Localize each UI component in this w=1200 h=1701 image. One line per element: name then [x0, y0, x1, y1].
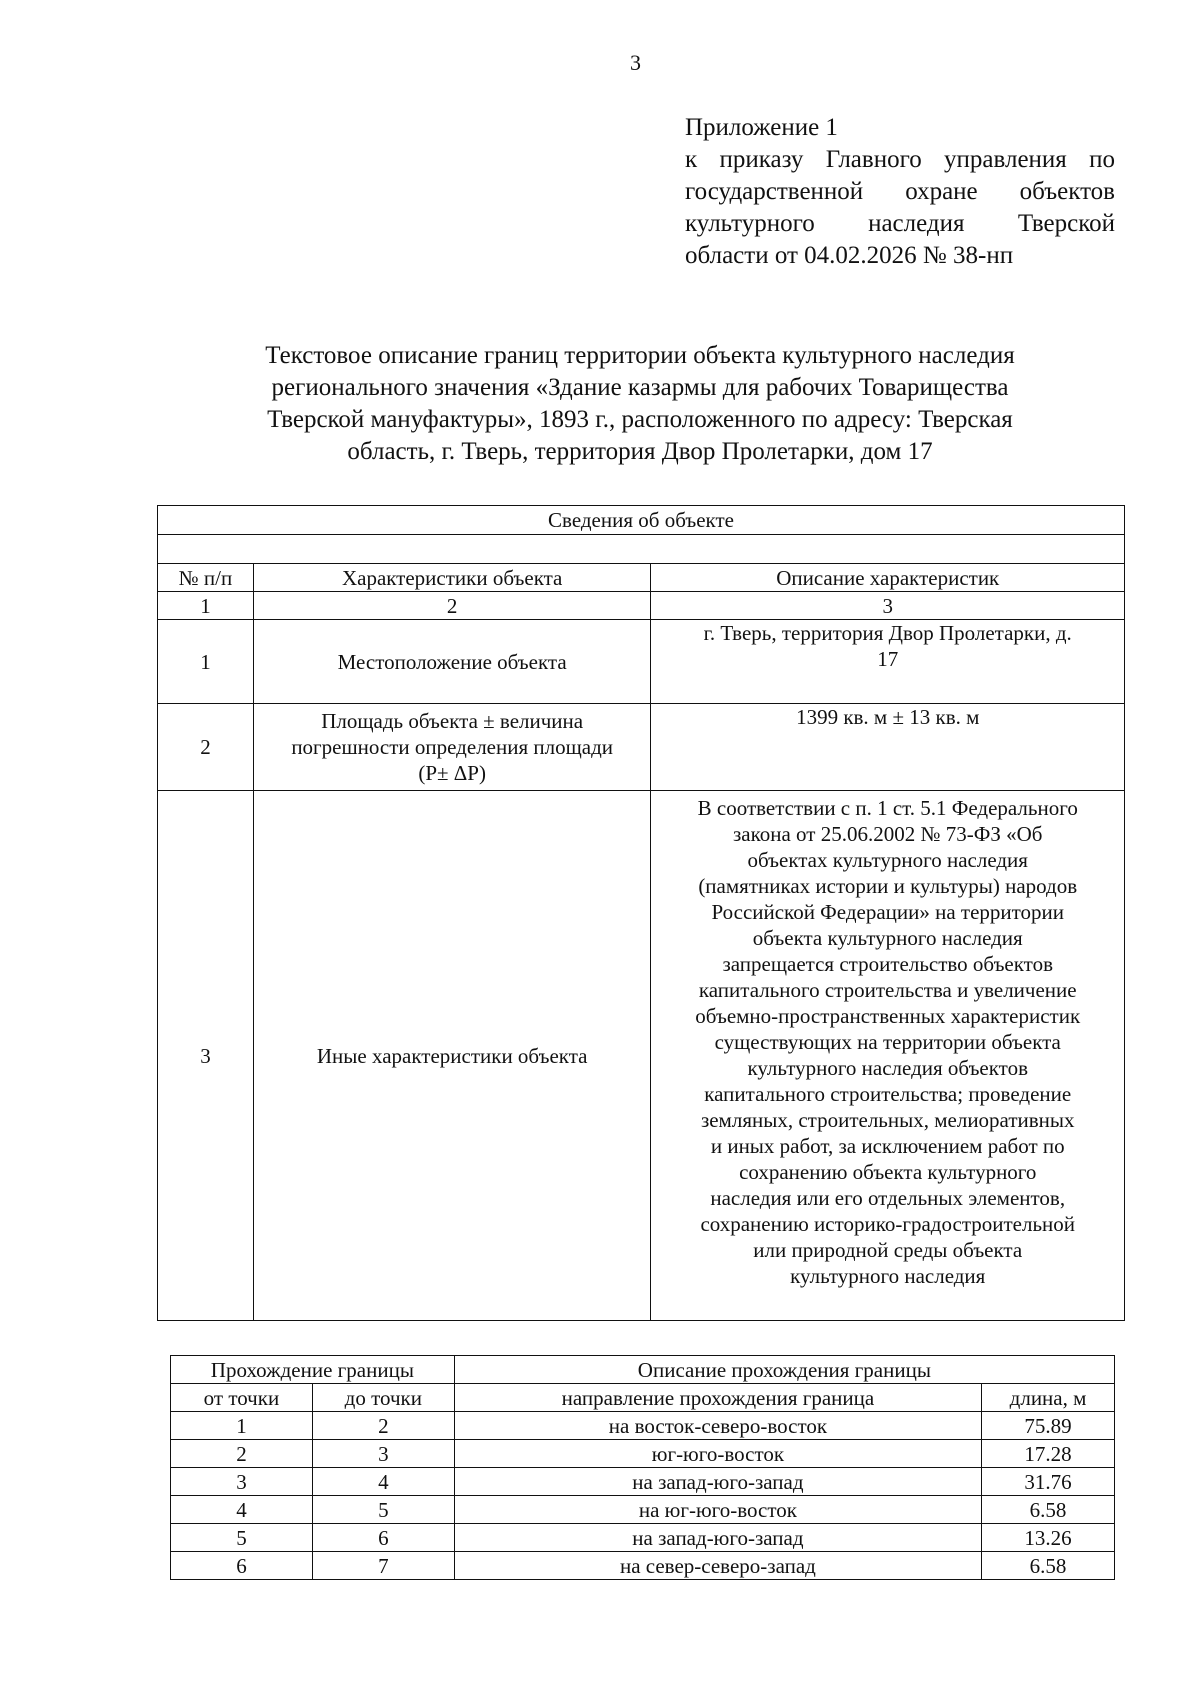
direction: юг-юго-восток: [454, 1440, 981, 1468]
table-row: [158, 620, 1125, 704]
cell-line: или природной среды объекта: [753, 1238, 1023, 1262]
cell-line: 1399 кв. м ± 13 кв. м: [796, 705, 980, 729]
cell-line: Иные характеристики объекта: [316, 1043, 588, 1068]
page-number: 3: [630, 50, 641, 75]
description-cell: [651, 620, 1125, 704]
column-header: длина, м: [982, 1384, 1115, 1412]
appendix-line: области от 04.02.2026 № 38-нп: [685, 242, 1014, 269]
boundary-route-table: [170, 1355, 1115, 1580]
appendix-line: государственной охране объектов: [685, 178, 1115, 205]
to-point: 6: [312, 1524, 454, 1552]
cell-line: (памятниках истории и культуры) народов: [698, 874, 1078, 898]
description-cell: [651, 704, 1125, 791]
direction: на запад-юго-запад: [454, 1524, 981, 1552]
column-number-row: [158, 592, 1125, 620]
row-number: 2: [158, 704, 254, 791]
row-number: 3: [158, 791, 254, 1321]
route-group-header-row: [171, 1356, 1115, 1384]
column-header: Характеристики объекта: [253, 564, 651, 592]
table-row: [171, 1496, 1115, 1524]
cell-line: Российской Федерации» на территории: [711, 900, 1065, 924]
table-row: [171, 1552, 1115, 1580]
length: 6.58: [982, 1552, 1115, 1580]
length: 6.58: [982, 1496, 1115, 1524]
column-number: 3: [651, 592, 1125, 620]
from-point: 6: [171, 1552, 313, 1580]
direction: на север-северо-запад: [454, 1552, 981, 1580]
table-row: [158, 704, 1125, 791]
blank-row: [158, 535, 1125, 564]
table-caption-row: [158, 506, 1125, 535]
from-point: 1: [171, 1412, 313, 1440]
cell-line: В соответствии с п. 1 ст. 5.1 Федерального: [697, 796, 1078, 820]
cell-line: объемно-пространственных характеристик: [695, 1004, 1081, 1028]
direction: на запад-юго-запад: [454, 1468, 981, 1496]
cell-line: сохранению историко-градостроительной: [700, 1212, 1076, 1236]
cell-line: г. Тверь, территория Двор Пролетарки, д.: [703, 621, 1072, 645]
column-header: от точки: [171, 1384, 313, 1412]
characteristic-cell: [253, 791, 651, 1321]
appendix-header: [685, 112, 1115, 272]
cell-line: (Р± ΔР): [418, 761, 486, 785]
cell-line: сохранению объекта культурного: [739, 1160, 1037, 1184]
title-line: Тверской мануфактуры», 1893 г., расположенного по адресу: Тверская: [267, 406, 1013, 433]
cell-line: существующих на территории объекта: [714, 1030, 1061, 1054]
route-header-row: [171, 1384, 1115, 1412]
direction: на юг-юго-восток: [454, 1496, 981, 1524]
cell-line: запрещается строительство объектов: [722, 952, 1053, 976]
cell-line: и иных работ, за исключением работ по: [710, 1134, 1065, 1158]
group-header: Прохождение границы: [171, 1356, 455, 1384]
column-header: до точки: [312, 1384, 454, 1412]
characteristic-cell: [253, 620, 651, 704]
appendix-line: культурного наследия Тверской: [685, 210, 1115, 237]
characteristic-cell: [253, 704, 651, 791]
table-row: [171, 1440, 1115, 1468]
table-row: [158, 791, 1125, 1321]
to-point: 4: [312, 1468, 454, 1496]
cell-line: наследия или его отдельных элементов,: [710, 1186, 1066, 1210]
table-row: [171, 1524, 1115, 1552]
description-cell: [651, 791, 1125, 1321]
column-header: направление прохождения граница: [454, 1384, 981, 1412]
column-number: 1: [158, 592, 254, 620]
length: 13.26: [982, 1524, 1115, 1552]
cell-line: культурного наследия объектов: [747, 1056, 1028, 1080]
to-point: 7: [312, 1552, 454, 1580]
length: 31.76: [982, 1468, 1115, 1496]
from-point: 4: [171, 1496, 313, 1524]
cell-line: 17: [877, 647, 899, 671]
title-line: область, г. Тверь, территория Двор Пролетарки, дом 17: [347, 438, 933, 465]
to-point: 5: [312, 1496, 454, 1524]
group-header: Описание прохождения границы: [454, 1356, 1114, 1384]
cell-line: земляных, строительных, мелиоративных: [700, 1108, 1075, 1132]
row-number: 1: [158, 620, 254, 704]
column-header: № п/п: [158, 564, 254, 592]
blank-cell: [158, 535, 1125, 564]
cell-line: Площадь объекта ± величина: [321, 709, 584, 733]
cell-line: закона от 25.06.2002 № 73-ФЗ «Об: [733, 822, 1043, 846]
table-header-row: [158, 564, 1125, 592]
appendix-line: к приказу Главного управления по: [685, 146, 1115, 173]
table-row: [171, 1412, 1115, 1440]
title-line: регионального значения «Здание казармы для рабочих Товарищества: [271, 374, 1009, 401]
from-point: 3: [171, 1468, 313, 1496]
object-info-table: [157, 505, 1125, 1321]
length: 17.28: [982, 1440, 1115, 1468]
table-caption: Сведения об объекте: [158, 506, 1125, 535]
cell-line: Местоположение объекта: [337, 649, 567, 674]
from-point: 5: [171, 1524, 313, 1552]
cell-line: объекта культурного наследия: [752, 926, 1023, 950]
column-header: Описание характеристик: [651, 564, 1125, 592]
from-point: 2: [171, 1440, 313, 1468]
cell-line: капитального строительства и увеличение: [698, 978, 1077, 1002]
cell-line: погрешности определения площади: [291, 735, 614, 759]
title-line: Текстовое описание границ территории объекта культурного наследия: [265, 342, 1015, 369]
to-point: 2: [312, 1412, 454, 1440]
to-point: 3: [312, 1440, 454, 1468]
document-title: [190, 340, 1090, 468]
table-row: [171, 1468, 1115, 1496]
appendix-line: Приложение 1: [685, 114, 838, 141]
direction: на восток-северо-восток: [454, 1412, 981, 1440]
cell-line: капитального строительства; проведение: [704, 1082, 1072, 1106]
length: 75.89: [982, 1412, 1115, 1440]
column-number: 2: [253, 592, 651, 620]
cell-line: объектах культурного наследия: [747, 848, 1028, 872]
cell-line: культурного наследия: [790, 1264, 986, 1288]
